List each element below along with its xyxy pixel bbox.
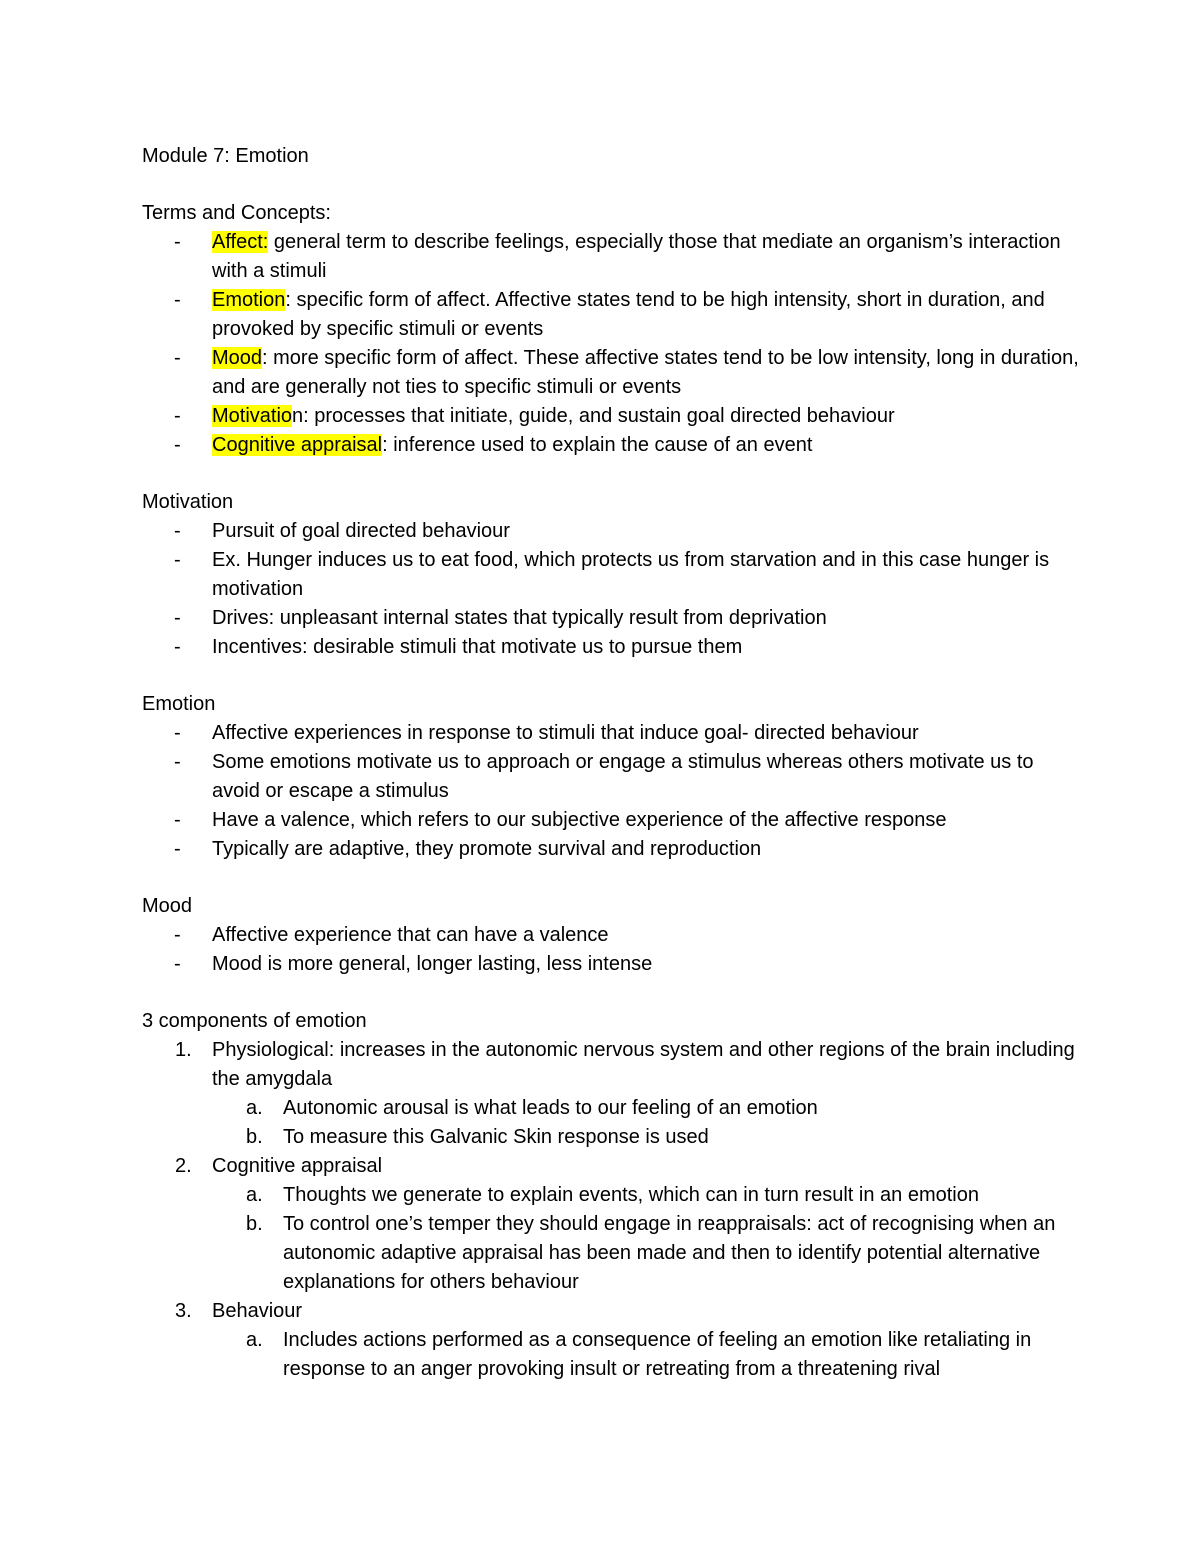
bullet-dash: - bbox=[174, 231, 181, 253]
term-definition: n: processes that initiate, guide, and sustain goal directed behaviour bbox=[292, 405, 895, 427]
item-letter: a. bbox=[246, 1329, 263, 1351]
lettered-item bbox=[142, 1094, 1082, 1123]
numbered-item bbox=[142, 1036, 1082, 1094]
item-letter: a. bbox=[246, 1184, 263, 1206]
blank-line bbox=[142, 662, 1082, 690]
list-item bbox=[142, 546, 1082, 604]
list-item bbox=[142, 633, 1082, 662]
bullet-dash: - bbox=[174, 405, 181, 427]
highlighted-term: Affect: bbox=[212, 231, 269, 253]
term-definition: : specific form of affect. Affective states tend to be high intensity, short in duration, and provoked by specific stimuli or events bbox=[212, 289, 1045, 340]
list-item bbox=[142, 604, 1082, 633]
list-item-text: Drives: unpleasant internal states that typically result from deprivation bbox=[212, 607, 827, 629]
item-number: 1. bbox=[175, 1039, 192, 1061]
term-item bbox=[142, 431, 1082, 460]
motivation-list bbox=[142, 517, 1082, 662]
bullet-dash: - bbox=[174, 347, 181, 369]
bullet-dash: - bbox=[174, 953, 181, 975]
numbered-item-text: Physiological: increases in the autonomic nervous system and other regions of the brain including the amygdala bbox=[212, 1039, 1075, 1090]
term-item bbox=[142, 286, 1082, 344]
list-item-text: Typically are adaptive, they promote survival and reproduction bbox=[212, 838, 762, 860]
highlighted-term: Cognitive appraisal bbox=[212, 434, 383, 456]
mood-list bbox=[142, 921, 1082, 979]
bullet-dash: - bbox=[174, 924, 181, 946]
section-heading-motivation: Motivation bbox=[142, 491, 234, 513]
lettered-item bbox=[142, 1326, 1082, 1384]
bullet-dash: - bbox=[174, 751, 181, 773]
lettered-item-text: To control one’s temper they should engage in reappraisals: act of recognising when an autonomic adaptive appraisal has been made and then to identify potential alternative explanations for others behaviour bbox=[283, 1213, 1056, 1293]
bullet-dash: - bbox=[174, 549, 181, 571]
numbered-item bbox=[142, 1297, 1082, 1326]
item-letter: b. bbox=[246, 1213, 263, 1235]
term-item bbox=[142, 402, 1082, 431]
lettered-item bbox=[142, 1123, 1082, 1152]
list-item bbox=[142, 806, 1082, 835]
term-item bbox=[142, 228, 1082, 286]
section-heading-components: 3 components of emotion bbox=[142, 1010, 367, 1032]
list-item bbox=[142, 719, 1082, 748]
bullet-dash: - bbox=[174, 607, 181, 629]
list-item-text: Some emotions motivate us to approach or engage a stimulus whereas others motivate us to avoid or escape a stimulus bbox=[212, 751, 1034, 802]
item-letter: b. bbox=[246, 1126, 263, 1148]
bullet-dash: - bbox=[174, 722, 181, 744]
emotion-list bbox=[142, 719, 1082, 864]
list-item-text: Pursuit of goal directed behaviour bbox=[212, 520, 510, 542]
list-item-text: Mood is more general, longer lasting, less intense bbox=[212, 953, 653, 975]
list-item-text: Incentives: desirable stimuli that motivate us to pursue them bbox=[212, 636, 743, 658]
term-definition: : more specific form of affect. These affective states tend to be low intensity, long in duration, and are generally not ties to specific stimuli or events bbox=[212, 347, 1079, 398]
highlighted-term: Emotion bbox=[212, 289, 286, 311]
blank-line bbox=[142, 171, 1082, 199]
item-number: 2. bbox=[175, 1155, 192, 1177]
blank-line bbox=[142, 460, 1082, 488]
list-item bbox=[142, 921, 1082, 950]
numbered-item bbox=[142, 1152, 1082, 1181]
lettered-item-text: To measure this Galvanic Skin response is used bbox=[283, 1126, 709, 1148]
section-heading-terms: Terms and Concepts: bbox=[142, 202, 331, 224]
highlighted-term: Mood bbox=[212, 347, 263, 369]
list-item bbox=[142, 748, 1082, 806]
bullet-dash: - bbox=[174, 809, 181, 831]
lettered-item-text: Includes actions performed as a consequence of feeling an emotion like retaliating in response to an anger provoking insult or retreating from a threatening rival bbox=[283, 1329, 1032, 1380]
list-item-text: Have a valence, which refers to our subjective experience of the affective response bbox=[212, 809, 947, 831]
item-number: 3. bbox=[175, 1300, 192, 1322]
bullet-dash: - bbox=[174, 520, 181, 542]
term-item bbox=[142, 344, 1082, 402]
terms-list bbox=[142, 228, 1082, 460]
item-letter: a. bbox=[246, 1097, 263, 1119]
list-item-text: Affective experience that can have a valence bbox=[212, 924, 609, 946]
document-body bbox=[142, 142, 1082, 1384]
list-item bbox=[142, 835, 1082, 864]
term-definition: : inference used to explain the cause of an event bbox=[382, 434, 813, 456]
section-heading-mood: Mood bbox=[142, 895, 193, 917]
list-item-text: Affective experiences in response to stimuli that induce goal- directed behaviour bbox=[212, 722, 919, 744]
highlighted-term: Motivatio bbox=[212, 405, 293, 427]
blank-line bbox=[142, 864, 1082, 892]
term-definition: general term to describe feelings, especially those that mediate an organism’s interaction with a stimuli bbox=[212, 231, 1061, 282]
bullet-dash: - bbox=[174, 838, 181, 860]
lettered-item bbox=[142, 1181, 1082, 1210]
lettered-item-text: Thoughts we generate to explain events, which can in turn result in an emotion bbox=[283, 1184, 979, 1206]
bullet-dash: - bbox=[174, 289, 181, 311]
document-title: Module 7: Emotion bbox=[142, 145, 309, 167]
blank-line bbox=[142, 979, 1082, 1007]
list-item-text: Ex. Hunger induces us to eat food, which protects us from starvation and in this case hunger is motivation bbox=[212, 549, 1050, 600]
lettered-item-text: Autonomic arousal is what leads to our feeling of an emotion bbox=[283, 1097, 818, 1119]
numbered-item-text: Cognitive appraisal bbox=[212, 1155, 383, 1177]
bullet-dash: - bbox=[174, 636, 181, 658]
lettered-item bbox=[142, 1210, 1082, 1297]
components-list bbox=[142, 1036, 1082, 1384]
list-item bbox=[142, 517, 1082, 546]
numbered-item-text: Behaviour bbox=[212, 1300, 303, 1322]
bullet-dash: - bbox=[174, 434, 181, 456]
section-heading-emotion: Emotion bbox=[142, 693, 216, 715]
list-item bbox=[142, 950, 1082, 979]
